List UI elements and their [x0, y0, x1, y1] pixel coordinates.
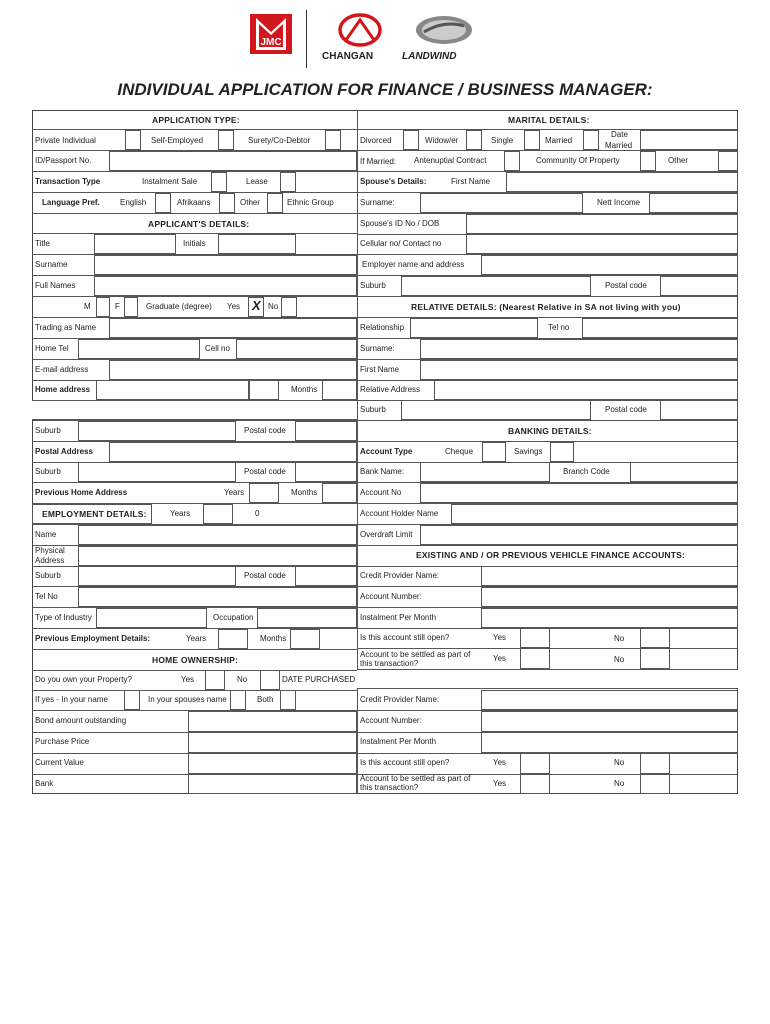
employer-name-field[interactable]	[78, 525, 357, 545]
home-address-line2-field[interactable]	[32, 400, 357, 420]
cellular-field[interactable]	[466, 234, 738, 254]
savings-checkbox[interactable]	[550, 442, 574, 462]
community-checkbox[interactable]	[640, 151, 656, 171]
row-divider	[32, 192, 357, 193]
email-label: E-mail address	[35, 365, 89, 374]
jmc-logo	[246, 10, 296, 62]
spouses-details-label: Spouse's Details:	[360, 177, 427, 186]
existing-accounts-header: EXISTING AND / OR PREVIOUS VEHICLE FINANCE ACCOUNTS:	[416, 550, 686, 560]
account-number-field[interactable]	[481, 587, 738, 607]
bond-label: Bond amount outstanding	[35, 716, 127, 725]
surety-checkbox[interactable]	[325, 130, 341, 150]
account-holder-field[interactable]	[451, 504, 738, 524]
relationship-field[interactable]	[410, 318, 538, 338]
spouse-surname-field[interactable]	[420, 193, 583, 213]
occupation-field[interactable]	[257, 608, 357, 628]
still-open-2-yes-label: Yes	[493, 758, 507, 767]
lease-label: Lease	[246, 177, 268, 186]
branch-code-label: Branch Code	[563, 467, 610, 476]
landwind-logo	[408, 12, 480, 52]
relative-suburb-field[interactable]	[401, 400, 591, 420]
still-open-2-label: Is this account still open?	[360, 758, 450, 767]
single-label: Single	[491, 136, 514, 145]
overdraft-label: Overdraft Limit	[360, 530, 413, 539]
email-field[interactable]	[109, 360, 357, 380]
instalment-sale-checkbox[interactable]	[211, 172, 227, 192]
initials-label: Initials	[183, 239, 206, 248]
svg-text:JMC: JMC	[260, 37, 282, 48]
row-divider	[32, 690, 357, 691]
home-address-years-field[interactable]	[249, 380, 279, 400]
emp-suburb-label: Suburb	[35, 571, 61, 580]
employment-years-field[interactable]	[203, 504, 233, 524]
full-names-label: Full Names	[35, 281, 76, 290]
self-employed-checkbox[interactable]	[218, 130, 234, 150]
settled-2-label-2: this transaction?	[360, 783, 419, 792]
postal-address-label: Postal Address	[35, 447, 93, 456]
bank-field[interactable]	[188, 774, 357, 794]
language-other-checkbox[interactable]	[267, 193, 283, 213]
physical-address-label-2: Address	[35, 556, 65, 565]
home-tel-field[interactable]	[78, 339, 200, 359]
home-months-label: Months	[291, 385, 318, 394]
account-no-label: Account No	[360, 488, 402, 497]
spouse-suburb-field[interactable]	[401, 276, 591, 296]
account-number-2-field[interactable]	[481, 711, 738, 732]
title-field[interactable]	[94, 234, 176, 254]
gender-f-label: F	[115, 302, 120, 311]
prev-emp-months-field[interactable]	[290, 629, 320, 649]
antenuptial-checkbox[interactable]	[504, 151, 520, 171]
row-divider	[357, 441, 738, 442]
postal-suburb-field[interactable]	[78, 462, 236, 482]
afrikaans-label: Afrikaans	[177, 198, 211, 207]
spouse-surname-label: Surname:	[360, 198, 395, 207]
previous-home-months-label: Months	[291, 488, 318, 497]
self-employed-label: Self-Employed	[151, 136, 204, 145]
graduate-x-mark: X	[252, 298, 261, 313]
account-holder-label: Account Holder Name	[360, 509, 439, 518]
physical-address-field[interactable]	[78, 546, 357, 566]
gender-m-label: M	[84, 302, 91, 311]
relative-tel-label: Tel no	[548, 323, 570, 332]
nett-income-field[interactable]	[649, 193, 738, 213]
bond-field[interactable]	[188, 711, 357, 732]
instalment-2-label: Instalment Per Month	[360, 737, 437, 746]
overdraft-field[interactable]	[420, 525, 738, 545]
spouse-postal-field[interactable]	[660, 276, 738, 296]
surname-label: Surname	[35, 260, 68, 269]
language-pref-label: Language Pref.	[42, 198, 100, 207]
own-no-label: No	[237, 675, 248, 684]
still-open-label: Is this account still open?	[360, 633, 450, 642]
if-yes-label: If yes - In your name	[35, 695, 108, 704]
date-purchased-label: DATE PURCHASED	[282, 675, 356, 684]
community-label: Community Of Property	[536, 156, 620, 165]
cell-no-label: Cell no	[205, 344, 230, 353]
trading-as-label: Trading as Name	[35, 323, 97, 332]
row-divider	[32, 649, 357, 650]
settled-yes-checkbox[interactable]	[520, 648, 550, 669]
own-yes-label: Yes	[181, 675, 195, 684]
spouse-first-name-field[interactable]	[506, 172, 738, 192]
lease-checkbox[interactable]	[280, 172, 296, 192]
title-label: Title	[35, 239, 50, 248]
settled-no-checkbox[interactable]	[640, 648, 670, 669]
trading-as-field[interactable]	[109, 318, 357, 338]
spouse-postal-label: Postal code	[605, 281, 647, 290]
previous-home-months-field[interactable]	[322, 483, 357, 503]
row-divider	[357, 545, 738, 546]
postal-address-field[interactable]	[109, 442, 357, 462]
marital-other-label: Other	[668, 156, 689, 165]
row-divider	[32, 233, 357, 234]
physical-address-label-1: Physical	[35, 546, 65, 555]
marital-other-checkbox[interactable]	[718, 151, 738, 171]
private-individual-checkbox[interactable]	[125, 130, 141, 150]
surety-label: Surety/Co-Debtor	[248, 136, 311, 145]
still-open-yes-label: Yes	[493, 633, 507, 642]
full-names-field[interactable]	[94, 276, 357, 296]
row-divider	[32, 171, 357, 172]
relative-postal-label: Postal code	[605, 405, 647, 414]
own-no-checkbox[interactable]	[260, 670, 280, 690]
home-address-field[interactable]	[96, 380, 249, 400]
employment-zero: 0	[255, 509, 260, 518]
relative-tel-field[interactable]	[582, 318, 738, 338]
still-open-no-label: No	[614, 634, 625, 643]
relative-surname-label: Surname:	[360, 344, 395, 353]
still-open-2-no-label: No	[614, 758, 625, 767]
relative-first-name-field[interactable]	[420, 360, 738, 380]
home-tel-label: Home Tel	[35, 344, 69, 353]
home-address-label: Home address	[35, 385, 91, 394]
occupation-label: Occupation	[213, 613, 254, 622]
row-divider	[32, 129, 357, 130]
application-type-header: APPLICATION TYPE:	[152, 115, 240, 125]
single-checkbox[interactable]	[524, 130, 540, 150]
suburb-label: Suburb	[35, 426, 61, 435]
still-open-2-yes-checkbox[interactable]	[520, 753, 550, 774]
initials-field[interactable]	[218, 234, 296, 254]
emp-postal-label: Postal code	[244, 571, 286, 580]
type-industry-label: Type of Industry	[35, 613, 92, 622]
employer-field[interactable]	[481, 255, 738, 275]
settled-no-label: No	[614, 655, 625, 664]
applicants-details-header: APPLICANT'S DETAILS:	[148, 219, 250, 229]
still-open-no-checkbox[interactable]	[640, 628, 670, 648]
row-divider	[32, 296, 357, 297]
type-industry-field[interactable]	[96, 608, 207, 628]
gender-f-checkbox[interactable]	[124, 297, 138, 317]
account-separator-field	[357, 669, 738, 689]
still-open-yes-checkbox[interactable]	[520, 628, 550, 648]
graduate-no-label: No	[268, 302, 279, 311]
graduate-no-checkbox[interactable]	[281, 297, 297, 317]
instalment-field[interactable]	[481, 608, 738, 628]
employer-label: Employer name and address	[362, 260, 465, 269]
relative-address-field[interactable]	[434, 380, 738, 400]
postal-postal-code-field[interactable]	[295, 462, 357, 482]
graduate-label: Graduate (degree)	[146, 302, 212, 311]
cell-no-field[interactable]	[236, 339, 357, 359]
settled-2-label-1: Account to be settled as part of	[360, 774, 471, 783]
relative-suburb-label: Suburb	[360, 405, 386, 414]
account-no-field[interactable]	[420, 483, 738, 503]
spouses-name-label: In your spouses name	[148, 695, 227, 704]
emp-suburb-field[interactable]	[78, 566, 236, 586]
private-individual-label: Private Individual	[35, 136, 96, 145]
surname-field[interactable]	[94, 255, 357, 275]
both-checkbox[interactable]	[280, 690, 296, 710]
cellular-label: Cellular no/ Contact no	[360, 239, 442, 248]
date-married-field[interactable]	[640, 130, 738, 150]
settled-yes-label: Yes	[493, 654, 507, 663]
row-divider	[357, 420, 738, 421]
settled-2-no-checkbox[interactable]	[640, 774, 670, 794]
date-married-label-1: Date	[611, 130, 628, 139]
relative-details-header: RELATIVE DETAILS: (Nearest Relative in SA not living with you)	[411, 302, 681, 312]
instalment-2-field[interactable]	[481, 732, 738, 753]
landwind-label: LANDWIND	[402, 51, 457, 62]
relationship-label: Relationship	[360, 323, 405, 332]
purchase-price-label: Purchase Price	[35, 737, 90, 746]
nett-income-label: Nett Income	[597, 198, 641, 207]
bank-name-label: Bank Name:	[360, 467, 405, 476]
postal-postal-code-label: Postal code	[244, 467, 286, 476]
both-label: Both	[257, 695, 274, 704]
emp-postal-field[interactable]	[295, 566, 357, 586]
english-label: English	[120, 198, 147, 207]
current-value-field[interactable]	[188, 753, 357, 774]
spouse-id-field[interactable]	[466, 214, 738, 234]
language-other-label: Other	[240, 198, 261, 207]
graduate-yes-label: Yes	[227, 302, 241, 311]
postal-code-field[interactable]	[295, 421, 357, 441]
widower-label: Widow/er	[425, 136, 459, 145]
widower-checkbox[interactable]	[466, 130, 482, 150]
instalment-sale-label: Instalment Sale	[142, 177, 198, 186]
home-months-field[interactable]	[322, 380, 357, 400]
own-property-label: Do you own your Property?	[35, 675, 132, 684]
postal-code-label: Postal code	[244, 426, 286, 435]
spouse-first-name-label: First Name	[451, 177, 491, 186]
previous-home-years-label: Years	[224, 488, 245, 497]
divorced-label: Divorced	[360, 136, 392, 145]
employment-years-label: Years	[170, 509, 191, 518]
settled-2-yes-label: Yes	[493, 779, 507, 788]
credit-provider-2-field[interactable]	[481, 690, 738, 710]
postal-suburb-label: Suburb	[35, 467, 61, 476]
purchase-price-field[interactable]	[188, 732, 357, 753]
prev-emp-months-label: Months	[260, 634, 287, 643]
relative-postal-field[interactable]	[660, 400, 738, 420]
id-passport-field[interactable]	[109, 151, 357, 171]
credit-provider-field[interactable]	[481, 566, 738, 586]
row-divider	[357, 296, 738, 297]
gender-m-checkbox[interactable]	[96, 297, 110, 317]
antenuptial-label: Antenuptial Contract	[414, 156, 487, 165]
relative-first-name-label: First Name	[360, 365, 400, 374]
if-yes-name-checkbox[interactable]	[124, 690, 140, 710]
afrikaans-checkbox[interactable]	[219, 193, 235, 213]
marital-details-header: MARITAL DETAILS:	[508, 115, 590, 125]
row-divider	[357, 150, 738, 151]
settled-label-1: Account to be settled as part of	[360, 650, 471, 659]
row-divider	[32, 482, 357, 483]
spouse-suburb-label: Suburb	[360, 281, 386, 290]
spouse-id-label: Spouse's ID No / DOB	[360, 219, 440, 228]
account-number-2-label: Account Number:	[360, 716, 422, 725]
employer-name-label: Name	[35, 530, 57, 539]
if-married-label: If Married:	[360, 157, 397, 166]
row-divider	[32, 213, 357, 214]
married-label: Married	[545, 136, 573, 145]
credit-provider-label: Credit Provider Name:	[360, 571, 440, 580]
settled-2-yes-checkbox[interactable]	[520, 774, 550, 794]
current-value-label: Current Value	[35, 758, 84, 767]
divorced-checkbox[interactable]	[403, 130, 419, 150]
employment-details-header: EMPLOYMENT DETAILS:	[42, 509, 147, 519]
credit-provider-2-label: Credit Provider Name:	[360, 695, 440, 704]
form-title: INDIVIDUAL APPLICATION FOR FINANCE / BUSINESS MANAGER:	[117, 80, 653, 99]
row-divider	[32, 670, 357, 671]
cheque-label: Cheque	[445, 447, 474, 456]
settled-label-2: this transaction?	[360, 659, 419, 668]
married-checkbox[interactable]	[583, 130, 599, 150]
date-married-label-2: Married	[605, 141, 633, 150]
prev-employment-label: Previous Employment Details:	[35, 634, 151, 643]
changan-label: CHANGAN	[322, 51, 374, 62]
cheque-checkbox[interactable]	[482, 442, 506, 462]
english-checkbox[interactable]	[155, 193, 171, 213]
transaction-type-label: Transaction Type	[35, 177, 101, 186]
account-number-label: Account Number:	[360, 592, 422, 601]
previous-home-years-field[interactable]	[249, 483, 279, 503]
account-type-label: Account Type	[360, 447, 413, 456]
prev-emp-years-field[interactable]	[218, 629, 248, 649]
banking-details-header: BANKING DETAILS:	[508, 426, 592, 436]
settled-2-no-label: No	[614, 779, 625, 788]
relative-surname-field[interactable]	[420, 339, 738, 359]
id-passport-label: ID/Passport No.	[35, 156, 92, 165]
bank-name-field[interactable]	[420, 462, 550, 482]
instalment-label: Instalment Per Month	[360, 613, 437, 622]
suburb-field[interactable]	[78, 421, 236, 441]
logo-divider	[306, 10, 307, 68]
branch-code-field[interactable]	[630, 462, 738, 482]
home-ownership-header: HOME OWNERSHIP:	[152, 655, 239, 665]
still-open-2-no-checkbox[interactable]	[640, 753, 670, 774]
previous-home-label: Previous Home Address	[35, 488, 128, 497]
bank-label: Bank	[35, 779, 54, 788]
ethnic-group-label: Ethnic Group	[287, 198, 334, 207]
own-yes-checkbox[interactable]	[205, 670, 225, 690]
spouses-name-checkbox[interactable]	[230, 690, 246, 710]
savings-label: Savings	[514, 447, 543, 456]
prev-emp-years-label: Years	[186, 634, 207, 643]
relative-address-label: Relative Address	[360, 385, 421, 394]
emp-tel-label: Tel No	[35, 592, 58, 601]
emp-tel-field[interactable]	[78, 587, 357, 607]
